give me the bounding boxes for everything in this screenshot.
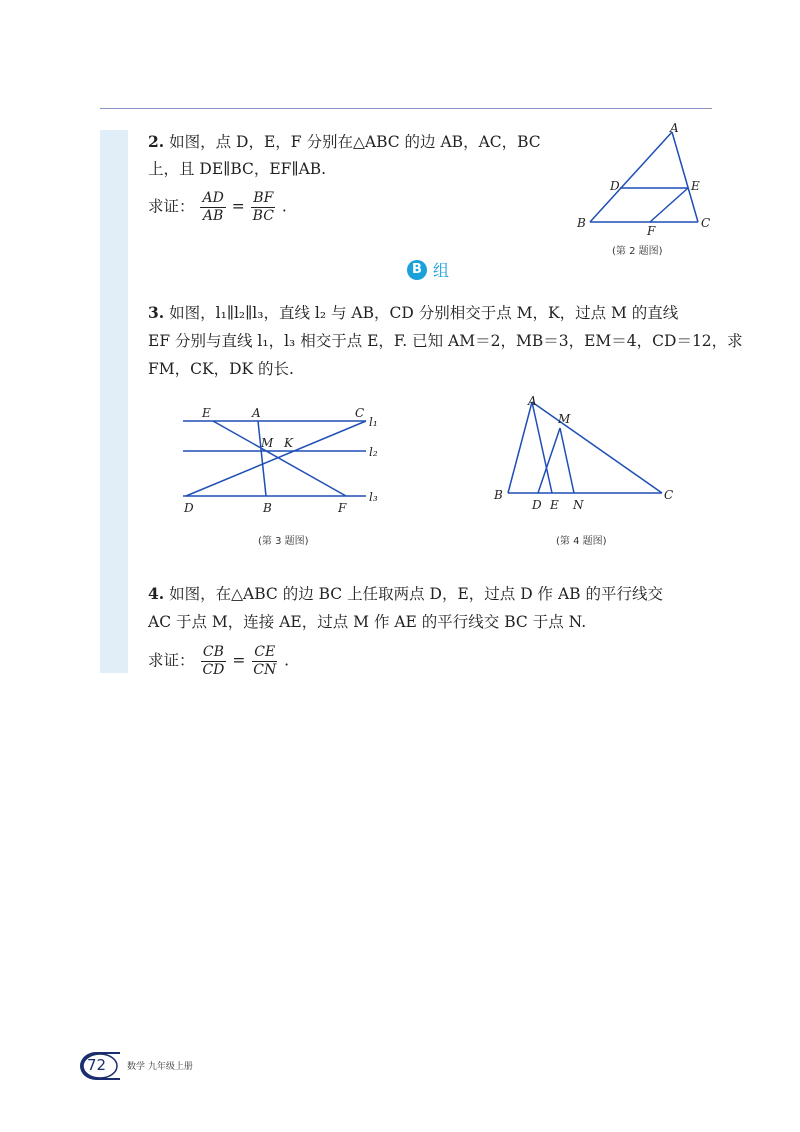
page-number: 72 [87, 1056, 107, 1074]
label-E: E [202, 406, 211, 420]
problem-3-line-2: EF 分别与直线 l₁，l₃ 相交于点 E，F. 已知 AM＝2，MB＝3，EM＝4，CD＝12，求 [148, 332, 743, 350]
fraction-cb-cd: $\frac{CB}{CD}$ [202, 644, 225, 678]
label-l2: l₂ [369, 445, 378, 459]
label-N: N [573, 498, 584, 512]
group-b-badge: B [407, 260, 427, 280]
label-A: A [670, 121, 679, 135]
label-l3: l₃ [369, 490, 378, 504]
header-rule [100, 108, 712, 109]
label-M: M [261, 436, 274, 450]
caption-problem-4: (第 4 题图) [556, 536, 607, 547]
prove-label: 求证： [148, 651, 195, 670]
problem-4-number: 4. [148, 584, 165, 603]
fraction-bf-bc: $\frac{BF}{BC}$ [252, 190, 274, 224]
figure-problem-2 [570, 120, 720, 240]
caption-problem-3: (第 3 题图) [258, 536, 309, 547]
problem-4-line-1 [148, 582, 663, 606]
figure-problem-3 [178, 400, 398, 520]
problem-3-number: 3. [148, 303, 165, 322]
problem-3-line-1 [148, 301, 678, 325]
group-b-heading [407, 258, 449, 281]
label-F: F [338, 501, 347, 515]
label-D: D [184, 501, 194, 515]
label-E: E [550, 498, 559, 512]
prove-label: 求证： [148, 197, 195, 216]
caption-problem-2: (第 2 题图) [612, 246, 663, 257]
fraction-ad-ab: $\frac{AD}{AB}$ [202, 190, 224, 224]
label-B: B [263, 501, 272, 515]
problem-4-prove: 求证： $\frac{CB}{CD}$ = $\frac{CE}{CN}$ . [148, 644, 290, 678]
label-l1: l₁ [369, 415, 378, 429]
label-M: M [558, 412, 571, 426]
label-C: C [701, 216, 711, 230]
problem-4-text-1: 如图，在△ABC 的边 BC 上任取两点 D，E，过点 D 作 AB 的平行线交 [169, 585, 663, 603]
problem-2-number: 2. [148, 132, 165, 151]
label-K: K [284, 436, 293, 450]
label-E: E [691, 179, 700, 193]
group-b-label: 组 [433, 261, 450, 280]
label-D: D [532, 498, 542, 512]
book-title: 数学 九年级上册 [127, 1062, 193, 1072]
exercise-side-band [100, 130, 128, 673]
problem-3-text-1: 如图，l₁∥l₂∥l₃，直线 l₂ 与 AB，CD 分别相交于点 M，K，过点 M 的直线 [169, 304, 679, 322]
problem-2-line-1 [148, 130, 541, 154]
label-B: B [494, 488, 503, 502]
label-B: B [577, 216, 586, 230]
label-C: C [355, 406, 365, 420]
label-C: C [664, 488, 674, 502]
problem-4-line-2: AC 于点 M，连接 AE，过点 M 作 AE 的平行线交 BC 于点 N. [148, 613, 587, 631]
problem-2-line-2: 上，且 DE∥BC，EF∥AB. [148, 160, 327, 178]
label-A: A [528, 394, 537, 408]
label-A: A [252, 406, 261, 420]
label-D: D [610, 179, 620, 193]
problem-3-line-3: FM，CK，DK 的长. [148, 360, 294, 378]
label-F: F [647, 224, 656, 238]
figure-problem-4 [490, 392, 690, 517]
problem-2-prove: 求证： $\frac{AD}{AB}$ = $\frac{BF}{BC}$ . [148, 190, 287, 224]
fraction-ce-cn: $\frac{CE}{CN}$ [253, 644, 277, 678]
problem-2-text-1: 如图，点 D，E，F 分别在△ABC 的边 AB，AC，BC [169, 133, 541, 151]
